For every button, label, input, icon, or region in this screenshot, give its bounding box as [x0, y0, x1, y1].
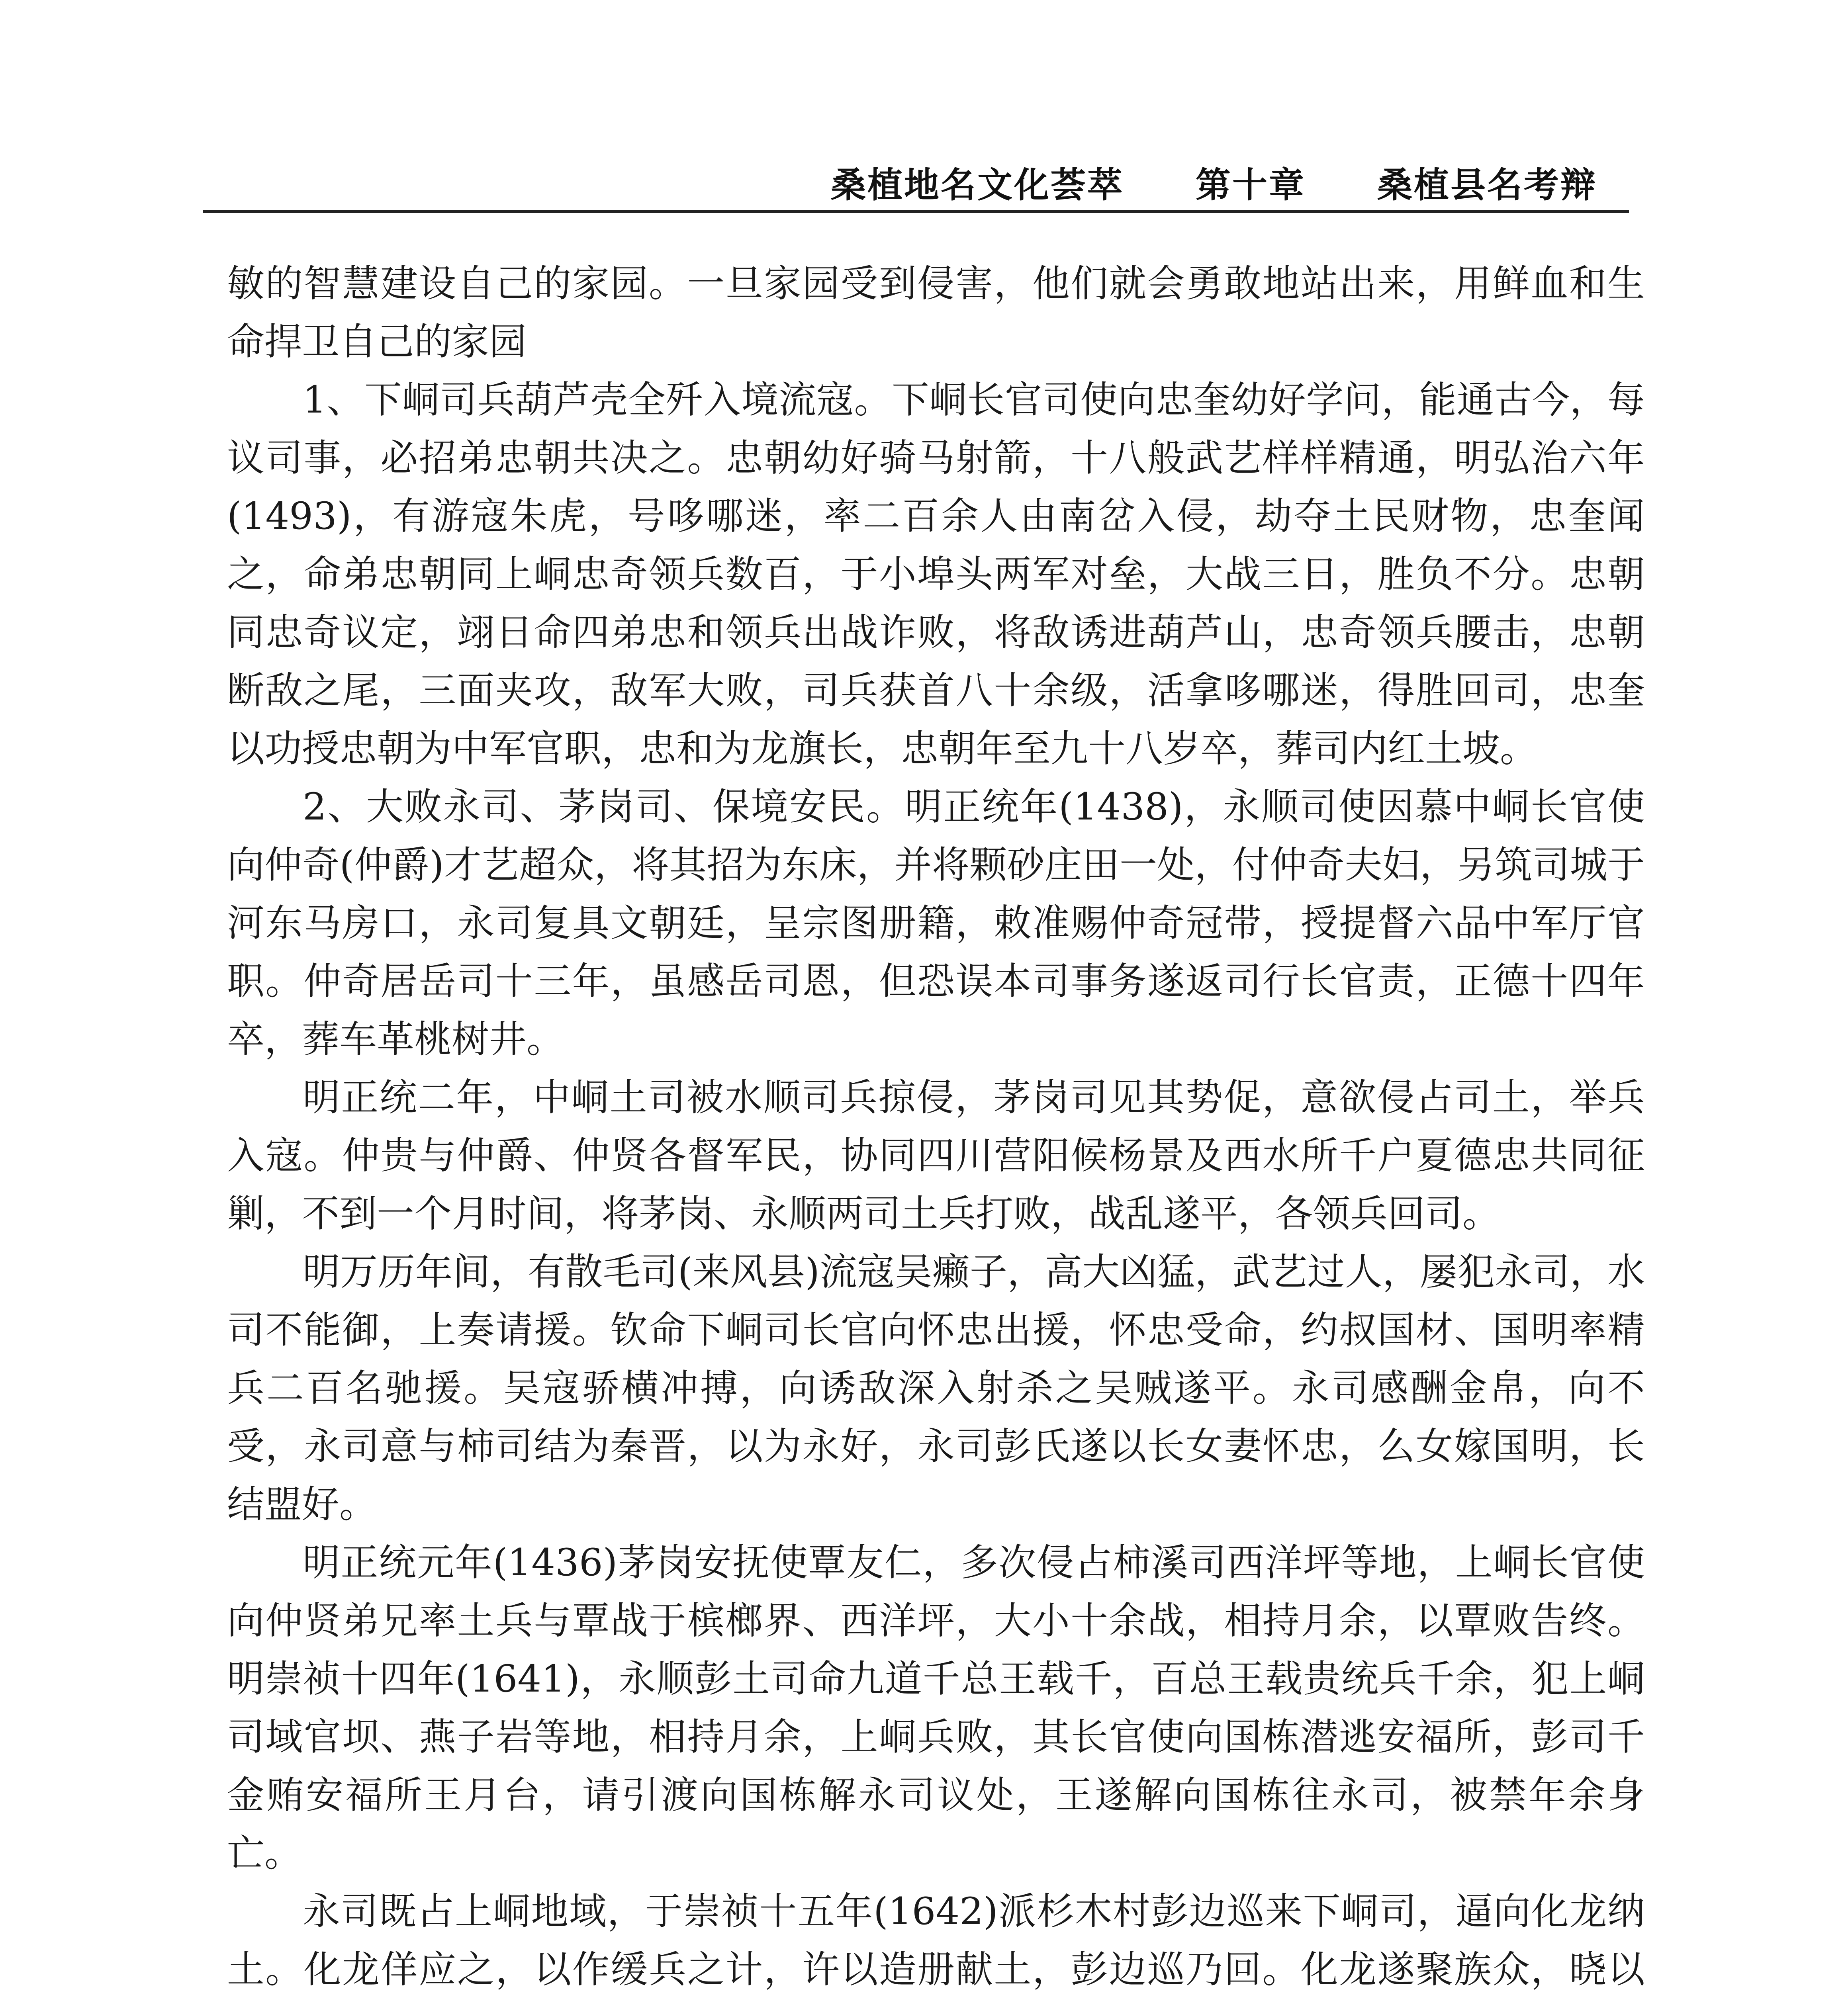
book-title: 桑植地名文化荟萃 [830, 164, 1124, 205]
running-header [0, 0, 1848, 223]
paragraph: 明正统二年，中峒土司被水顺司兵掠侵，茅岗司见其势促，意欲侵占司土，举兵入寇。仲贵与仲爵、仲贤各督军民，协同四川营阳候杨景及西水所千户夏德忠共同征剿，不到一个月时间，将茅岗、永顺两司土兵打败，战乱遂平，各领兵回司。 [227, 1076, 1645, 1236]
paragraph: 明正统元年(1436)茅岗安抚使覃友仁，多次侵占柿溪司西洋坪等地，上峒长官使向仲贤弟兄率土兵与覃战于槟榔界、西洋坪，大小十余战，相持月余，以覃败告终。明崇祯十四年(1641)，永顺彭土司命九道千总王载千，百总王载贵统兵千余，犯上峒司域官坝、燕子岩等地，相持月余，上峒兵败，其长官使向国栋潜逃安福所，彭司千金贿安福所王月台，请引渡向国栋解永司议处，王遂解向国栋往永司，被禁年余身亡。 [227, 1541, 1645, 1875]
paragraph: 敏的智慧建设自己的家园。一旦家园受到侵害，他们就会勇敢地站出来，用鲜血和生命捍卫自己的家园 [227, 262, 1645, 364]
paragraph: 1、下峒司兵葫芦壳全歼入境流寇。下峒长官司使向忠奎幼好学问，能通古今，每议司事，必招弟忠朝共决之。忠朝幼好骑马射箭，十八般武艺样样精通，明弘治六年(1493)，有游寇朱虎，号哆哪迷，率二百余人由南岔入侵，劫夺土民财物，忠奎闻之，命弟忠朝同上峒忠奇领兵数百，于小埠头两军对垒，大战三日，胜负不分。忠朝同忠奇议定，翊日命四弟忠和领兵出战诈败，将敌诱进葫芦山，忠奇领兵腰击，忠朝断敌之尾，三面夹攻，敌军大败，司兵获首八十余级，活拿哆哪迷，得胜回司，忠奎以功授忠朝为中军官职，忠和为龙旗长，忠朝年至九十八岁卒，葬司内红土坡。 [227, 378, 1645, 771]
body-text [227, 255, 1645, 1991]
paragraph: 2、大败永司、茅岗司、保境安民。明正统年(1438)，永顺司使因慕中峒长官使向仲奇(仲爵)才艺超众，将其招为东床，并将颗砂庄田一处，付仲奇夫妇，另筑司城于河东马房口，永司复具文朝廷，呈宗图册籍，敕准赐仲奇冠带，授提督六品中军厅官职。仲奇居岳司十三年，虽感岳司恩，但恐误本司事务遂返司行长官责，正德十四年卒，葬车革桃树井。 [227, 785, 1645, 1061]
paragraph: 永司既占上峒地域，于崇祯十五年(1642)派杉木村彭边巡来下峒司，逼向化龙纳土。化龙佯应之，以作缓兵之计，许以造册献土，彭边巡乃回。化龙遂聚族众，晓以 [227, 1890, 1645, 1991]
chapter-title: 桑植县名考辩 [1377, 164, 1597, 205]
chapter-number: 第十章 [1195, 164, 1306, 205]
header-rule [203, 210, 1629, 213]
header-text [831, 157, 1597, 207]
paragraph: 明万历年间，有散毛司(来风县)流寇吴癞子，高大凶猛，武艺过人，屡犯永司，水司不能御，上奏请援。钦命下峒司长官向怀忠出援，怀忠受命，约叔国材、国明率精兵二百名驰援。吴寇骄横冲搏，向诱敌深入射杀之吴贼遂平。永司感酬金帛，向不受，永司意与柿司结为秦晋，以为永好，永司彭氏遂以长女妻怀忠，么女嫁国明，长结盟好。 [227, 1250, 1645, 1526]
